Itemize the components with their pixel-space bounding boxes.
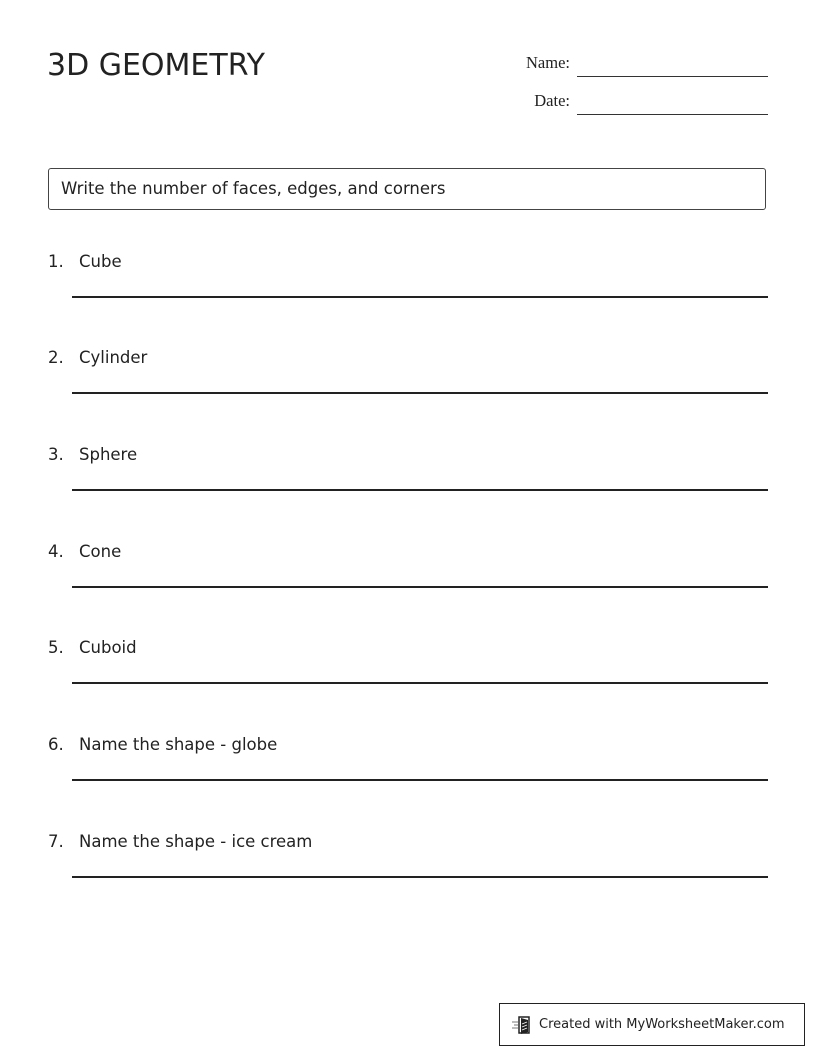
answer-line[interactable] — [72, 296, 768, 298]
question-item — [48, 252, 768, 312]
footer-credit-badge[interactable] — [499, 1003, 805, 1046]
instructions-box — [48, 168, 766, 210]
date-answer-line[interactable] — [577, 114, 768, 115]
question-text: Sphere — [79, 445, 138, 464]
question-text: Cylinder — [79, 348, 148, 367]
question-number: 4. — [48, 542, 64, 561]
question-text: Cone — [79, 542, 122, 561]
question-item — [48, 348, 768, 408]
answer-line[interactable] — [72, 682, 768, 684]
question-item — [48, 638, 768, 698]
instructions-text: Write the number of faces, edges, and corners — [61, 179, 446, 198]
question-number: 5. — [48, 638, 64, 657]
date-label: Date: — [534, 91, 570, 110]
footer-credit-text: Created with MyWorksheetMaker.com — [539, 1017, 785, 1032]
question-text: Name the shape - ice cream — [79, 832, 313, 851]
question-text: Cube — [79, 252, 122, 271]
worksheet-maker-logo-icon — [511, 1014, 533, 1036]
question-number: 1. — [48, 252, 64, 271]
date-field[interactable] — [500, 90, 768, 120]
name-field[interactable] — [500, 52, 768, 82]
question-item — [48, 832, 768, 892]
answer-line[interactable] — [72, 876, 768, 878]
answer-line[interactable] — [72, 392, 768, 394]
question-item — [48, 445, 768, 505]
question-number: 3. — [48, 445, 64, 464]
question-text: Name the shape - globe — [79, 735, 278, 754]
answer-line[interactable] — [72, 489, 768, 491]
question-item — [48, 542, 768, 602]
question-number: 2. — [48, 348, 64, 367]
answer-line[interactable] — [72, 586, 768, 588]
question-number: 6. — [48, 735, 64, 754]
question-item — [48, 735, 768, 795]
name-label: Name: — [526, 53, 570, 72]
answer-line[interactable] — [72, 779, 768, 781]
question-number: 7. — [48, 832, 64, 851]
worksheet-title: 3D GEOMETRY — [47, 48, 265, 83]
name-answer-line[interactable] — [577, 76, 768, 77]
question-text: Cuboid — [79, 638, 137, 657]
